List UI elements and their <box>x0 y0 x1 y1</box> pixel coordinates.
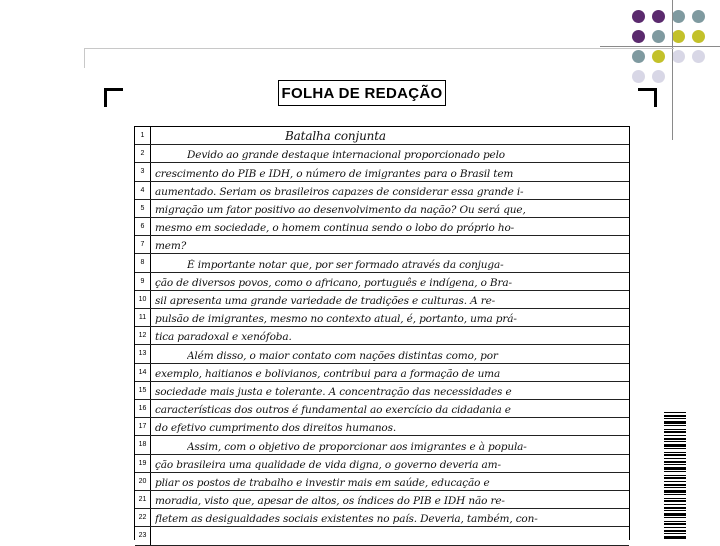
line-number: 19 <box>135 455 151 472</box>
barcode-stripe <box>664 500 686 502</box>
essay-line <box>135 218 629 236</box>
line-number: 15 <box>135 382 151 399</box>
line-number: 23 <box>135 527 151 544</box>
barcode-stripe <box>664 471 686 472</box>
barcode-stripe <box>664 498 686 499</box>
essay-line <box>135 345 629 363</box>
barcode-stripe <box>664 438 686 440</box>
barcode-stripe <box>664 530 686 532</box>
barcode-stripe <box>664 421 686 424</box>
handwritten-text: ção brasileira uma qualidade de vida digna, o governo deveria am- <box>155 458 501 471</box>
line-number: 13 <box>135 345 151 362</box>
decorative-dot <box>632 50 645 63</box>
line-number: 8 <box>135 254 151 271</box>
barcode-stripe <box>664 507 686 509</box>
barcode-stripe <box>664 415 686 417</box>
sheet-edge-left <box>84 48 85 68</box>
line-number: 12 <box>135 327 151 344</box>
registration-mark-right <box>638 88 657 107</box>
line-number: 5 <box>135 200 151 217</box>
decorative-dot <box>652 50 665 63</box>
essay-line <box>135 400 629 418</box>
line-number: 2 <box>135 145 151 162</box>
handwritten-text: crescimento do PIB e IDH, o número de imigrantes para o Brasil tem <box>155 167 514 180</box>
decorative-dot <box>632 70 645 83</box>
essay-line <box>135 436 629 454</box>
line-number: 1 <box>135 127 151 144</box>
line-number: 6 <box>135 218 151 235</box>
handwritten-text: mesmo em sociedade, o homem continua sendo o lobo do próprio ho- <box>155 222 515 235</box>
line-number: 4 <box>135 182 151 199</box>
handwritten-text: características dos outros é fundamental ao exercício da cidadania e <box>155 404 511 417</box>
essay-line <box>135 236 629 254</box>
line-number: 16 <box>135 400 151 417</box>
line-number: 14 <box>135 364 151 381</box>
line-number: 7 <box>135 236 151 253</box>
handwritten-text: É importante notar que, por ser formado através da conjuga- <box>187 258 504 271</box>
barcode-stripe <box>664 441 686 442</box>
decorative-dot <box>652 70 665 83</box>
handwritten-text: ção de diversos povos, como o africano, português e indígena, o Bra- <box>155 276 512 289</box>
barcode <box>664 412 686 540</box>
essay-line <box>135 291 629 309</box>
handwritten-text: Devido ao grande destaque internacional proporcionado pelo <box>187 149 505 162</box>
decorative-dot <box>632 10 645 23</box>
barcode-stripe <box>664 448 686 449</box>
decorative-dot <box>652 30 665 43</box>
handwritten-text: migração um fator positivo ao desenvolvimento da nação? Ou será que, <box>155 203 526 216</box>
handwritten-text: sociedade mais justa e tolerante. A concentração das necessidades e <box>155 385 512 398</box>
handwritten-text: Assim, com o objetivo de proporcionar aos imigrantes e à popula- <box>187 440 527 453</box>
line-number: 17 <box>135 418 151 435</box>
essay-line <box>135 491 629 509</box>
barcode-stripe <box>664 429 686 430</box>
sheet-title: FOLHA DE REDAÇÃO <box>281 84 443 102</box>
essay-line <box>135 527 629 545</box>
handwritten-text: mem? <box>155 240 187 253</box>
decorative-vertical-line <box>672 0 673 140</box>
essay-line <box>135 418 629 436</box>
essay-line <box>135 200 629 218</box>
decorative-dot <box>672 50 685 63</box>
essay-line <box>135 309 629 327</box>
essay-line <box>135 364 629 382</box>
barcode-stripe <box>664 454 686 456</box>
sheet-header <box>278 80 446 106</box>
essay-line <box>135 273 629 291</box>
decorative-dot <box>672 10 685 23</box>
barcode-stripe <box>664 487 686 488</box>
essay-line <box>135 254 629 272</box>
barcode-stripe <box>664 521 686 522</box>
essay-line <box>135 182 629 200</box>
handwritten-text: exemplo, haitianos e bolivianos, contribui para a formação de uma <box>155 367 501 380</box>
decorative-dot <box>692 30 705 43</box>
barcode-stripe <box>664 458 686 459</box>
essay-line <box>135 163 629 181</box>
barcode-stripe <box>664 431 686 433</box>
handwritten-text: moradia, visto que, apesar de altos, os índices do PIB e IDH não re- <box>155 495 505 508</box>
barcode-stripe <box>664 536 686 539</box>
essay-title: Batalha conjunta <box>285 129 386 144</box>
barcode-stripe <box>664 467 686 470</box>
barcode-stripe <box>664 494 686 495</box>
barcode-stripe <box>664 517 686 518</box>
barcode-stripe <box>664 444 686 447</box>
decorative-dot <box>692 10 705 23</box>
line-number: 11 <box>135 309 151 326</box>
line-number: 20 <box>135 473 151 490</box>
barcode-stripe <box>664 527 686 528</box>
essay-line <box>135 473 629 491</box>
decorative-dot <box>652 10 665 23</box>
essay-line <box>135 455 629 473</box>
sheet-edge-top <box>84 48 674 49</box>
handwritten-text: do efetivo cumprimento dos direitos humanos. <box>155 422 397 435</box>
line-number: 3 <box>135 163 151 180</box>
barcode-stripe <box>664 510 686 511</box>
barcode-stripe <box>664 464 686 465</box>
handwritten-text: pulsão de imigrantes, mesmo no contexto atual, é, portanto, uma prá- <box>155 313 517 326</box>
barcode-stripe <box>664 452 686 453</box>
registration-mark-left <box>104 88 123 107</box>
line-number: 9 <box>135 273 151 290</box>
barcode-stripe <box>664 425 686 426</box>
barcode-stripe <box>664 412 686 413</box>
barcode-stripe <box>664 435 686 436</box>
decorative-dot <box>672 30 685 43</box>
barcode-stripe <box>664 461 686 463</box>
essay-line <box>135 145 629 163</box>
decorative-dot <box>692 50 705 63</box>
barcode-stripe <box>664 481 686 482</box>
handwritten-text: pliar os postos de trabalho e investir mais em saúde, educação e <box>155 476 490 489</box>
barcode-stripe <box>664 513 686 516</box>
line-number: 21 <box>135 491 151 508</box>
decorative-horizontal-line <box>600 46 720 47</box>
barcode-stripe <box>664 490 686 493</box>
essay-line <box>135 509 629 527</box>
line-number: 18 <box>135 436 151 453</box>
barcode-stripe <box>664 418 686 419</box>
handwritten-text: Além disso, o maior contato com nações distintas como, por <box>187 349 498 362</box>
barcode-stripe <box>664 475 686 476</box>
barcode-stripe <box>664 504 686 505</box>
handwritten-text: fletem as desigualdades sociais existentes no país. Deveria, também, con- <box>155 513 538 526</box>
handwritten-text: aumentado. Seriam os brasileiros capazes de considerar essa grande i- <box>155 185 524 198</box>
essay-lined-grid <box>134 126 630 540</box>
essay-line <box>135 327 629 345</box>
barcode-stripe <box>664 484 686 486</box>
handwritten-text: sil apresenta uma grande variedade de tradições e culturas. A re- <box>155 294 496 307</box>
decorative-dot <box>632 30 645 43</box>
essay-line <box>135 127 629 145</box>
barcode-stripe <box>664 523 686 525</box>
handwritten-text: tica paradoxal e xenófoba. <box>155 331 292 344</box>
barcode-stripe <box>664 477 686 479</box>
essay-line <box>135 382 629 400</box>
line-number: 10 <box>135 291 151 308</box>
barcode-stripe <box>664 533 686 534</box>
line-number: 22 <box>135 509 151 526</box>
